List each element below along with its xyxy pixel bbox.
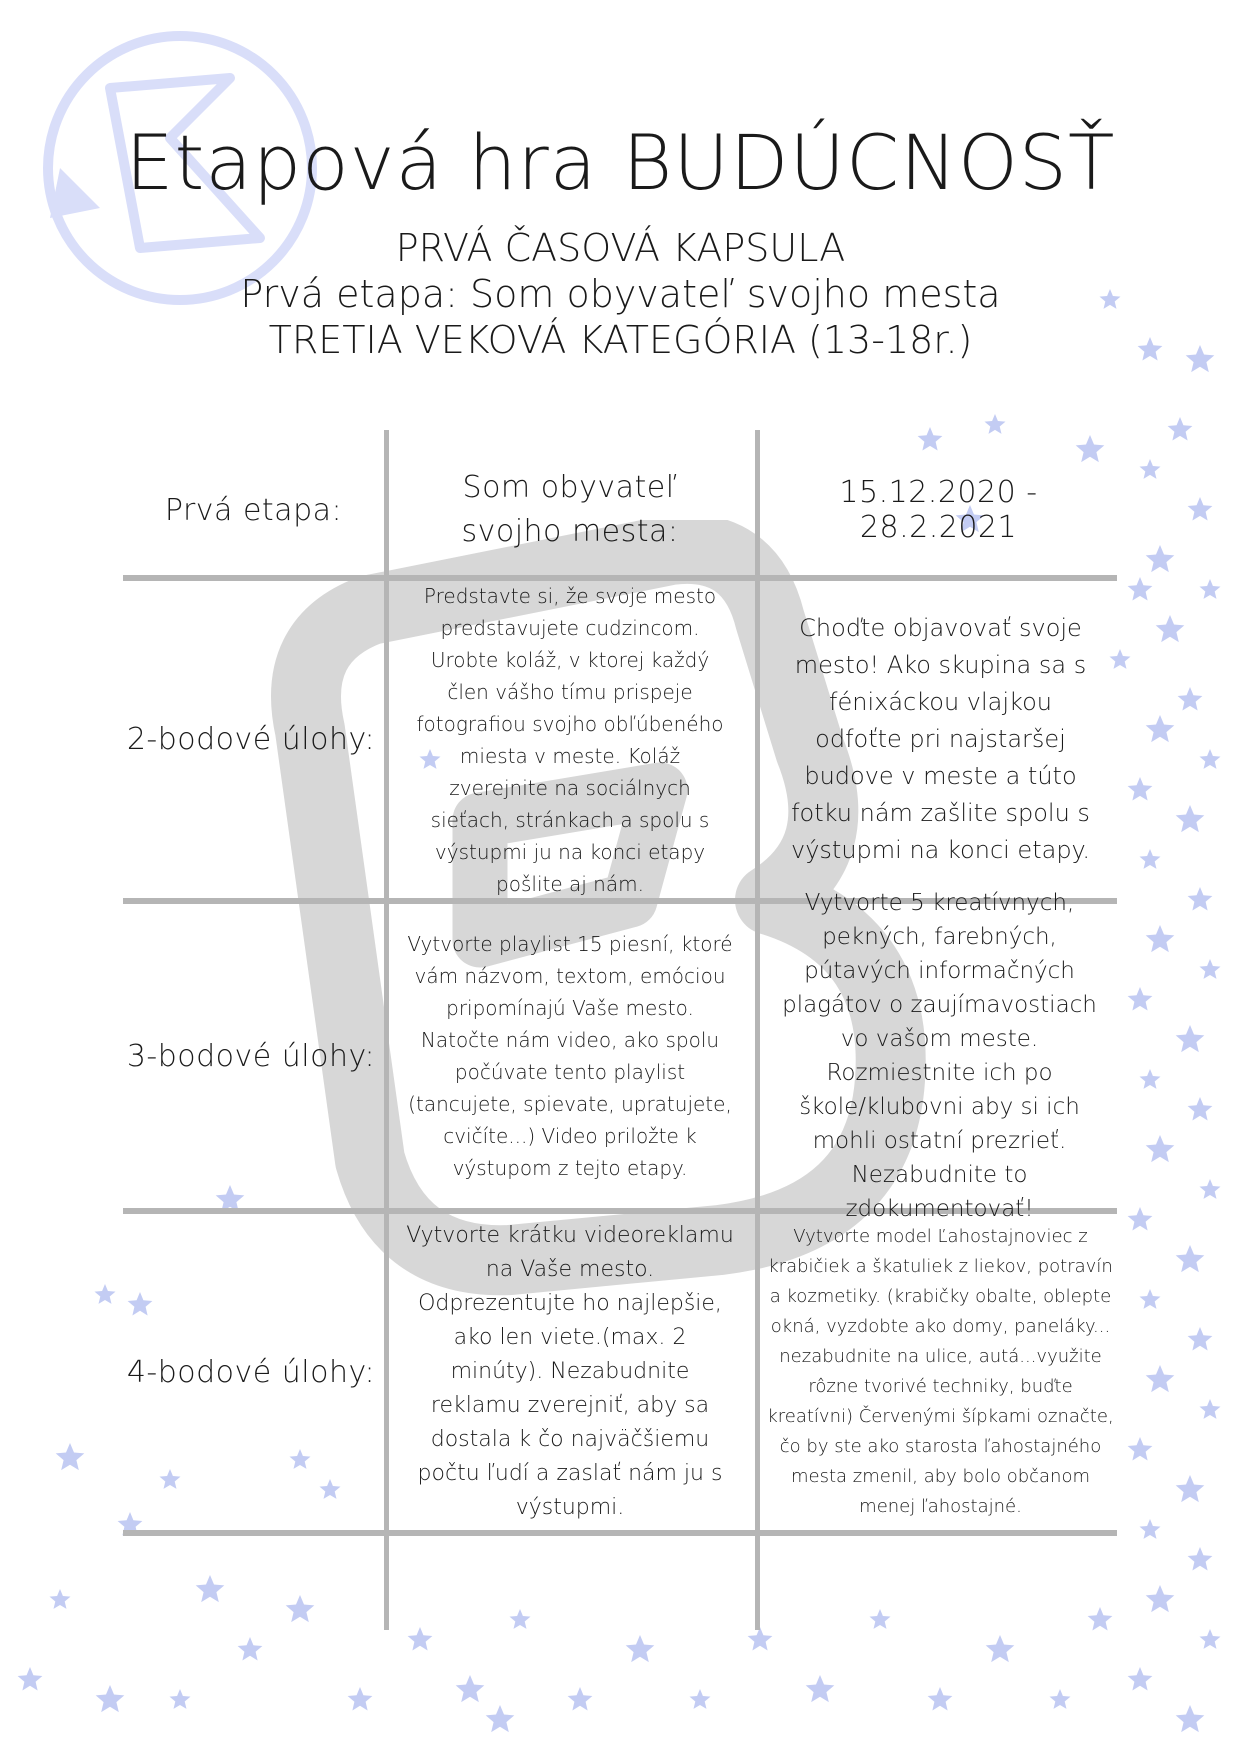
table-divider-vertical-1 xyxy=(384,430,389,1630)
task-2-points-photo: Choďte objavovať svoje mesto! Ako skupina sa s fénixáckou vlajkou odfoťte pri najstaršej budove v meste a túto fotku nám zašlite spolu s výstupmi na konci etapy. xyxy=(791,614,1090,864)
row-label-3-points: 3-bodové úlohy: xyxy=(126,1038,376,1074)
task-4-points-model: Vytvorte model Ľahostajnoviec z krabičiek a škatuliek z liekov, potravín a kozmetiky. (krabičky obalte, oblepte okná, vyzdobte ako domy, paneláky... nezabudnite na ulice, autá...využite rôzne tvorivé techniky, buďte kreatívni) Červenými šípkami označte, čo by ste ako starosta ľahostajného mesta zmenil, aby bolo občanom menej ľahostajné. xyxy=(767,1226,1114,1517)
subtitle-capsule: PRVÁ ČASOVÁ KAPSULA xyxy=(395,226,846,270)
header-row-label: Prvá etapa: xyxy=(164,492,343,528)
header-row-stage-name: Som obyvateľ svojho mesta: xyxy=(461,470,679,549)
task-2-points-collage: Predstavte si, že svoje mesto predstavujete cudzincom. Urobte koláž, v ktorej každý člen vášho tímu prispeje fotografiou svojho obľúbeného miesta v meste. Koláž zverejnite na sociálnych sieťach, stránkach a spolu s výstupmi ju na konci etapy pošlite aj nám. xyxy=(416,583,724,896)
table-divider-horizontal-4 xyxy=(123,1530,1117,1536)
task-4-points-video-ad: Vytvorte krátku videoreklamu na Vaše mesto. Odprezentujte ho najlepšie, ako len viete.(max. 2 minúty). Nezabudnite reklamu zverejniť, aby sa dostala k čo najväčšiemu počtu ľudí a zaslať nám ju s výstupmi. xyxy=(406,1223,734,1520)
table-divider-vertical-2 xyxy=(755,430,760,1630)
task-3-points-posters: Vytvorte 5 kreatívnych, pekných, farebných, pútavých informačných plagátov o zaujímavostiach vo vašom meste. Rozmiestnite ich po škole/klubovni aby si ich mohli ostatní prezrieť. Nezabudnite to zdokumentovať! xyxy=(782,890,1097,1222)
page-title: Etapová hra BUDÚCNOSŤ xyxy=(125,118,1116,207)
row-label-2-points: 2-bodové úlohy: xyxy=(126,722,376,757)
header-row-dates: 15.12.2020 - 28.2.2021 xyxy=(839,475,1038,545)
row-label-4-points: 4-bodové úlohy: xyxy=(126,1354,376,1390)
subtitle-stage: Prvá etapa: Som obyvateľ svojho mesta xyxy=(240,272,1001,316)
task-3-points-playlist: Vytvorte playlist 15 piesní, ktoré vám názvom, textom, emóciou pripomínajú Vaše mesto. Natočte nám video, ako spolu počúvate tento playlist (tancujete, spievate, upratujete, cvičíte...) Video priložte k výstupom z tejto etapy. xyxy=(407,932,733,1180)
subtitle-category: TRETIA VEKOVÁ KATEGÓRIA (13-18r.) xyxy=(268,318,973,362)
